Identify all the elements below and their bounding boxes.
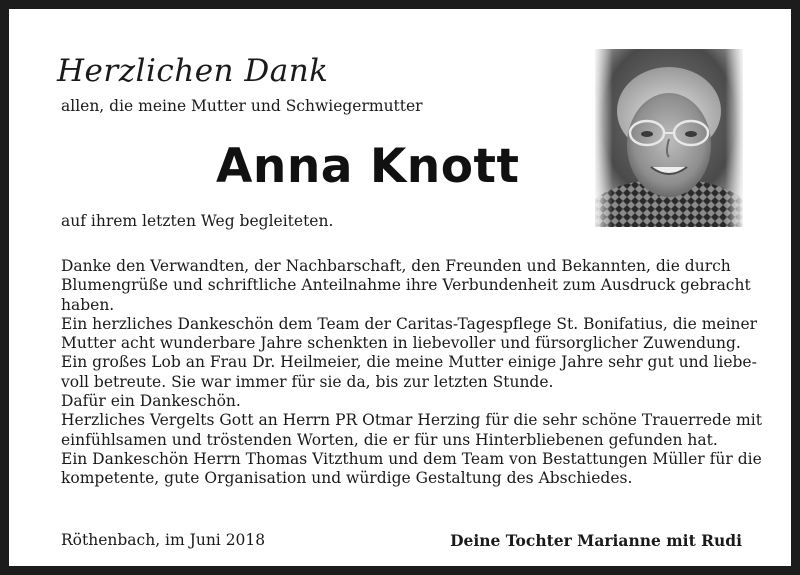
portrait-photo	[595, 49, 743, 227]
deceased-name: Anna Knott	[216, 139, 520, 194]
body-line: Ein großes Lob an Frau Dr. Heilmeier, die meine Mutter einige Jahre sehr gut und liebe-	[61, 353, 757, 372]
body-line: voll betreute. Sie war immer für sie da, bis zur letzten Stunde.	[61, 372, 554, 391]
place-date: Röthenbach, im Juni 2018	[61, 531, 266, 549]
body-line: Mutter acht wunderbare Jahre schenkten in liebevoller und fürsorglicher Zuwendung.	[61, 334, 741, 353]
body-line: Herzliches Vergelts Gott an Herrn PR Otmar Herzing für die sehr schöne Trauerrede mit	[61, 411, 762, 430]
body-line: Ein Dankeschön Herrn Thomas Vitzthum und dem Team von Bestattungen Müller für die	[61, 449, 762, 468]
body-line: haben.	[61, 295, 115, 314]
body-line: einfühlsamen und tröstenden Worten, die er für uns Hinterbliebenen gefunden hat.	[61, 430, 718, 449]
signature: Deine Tochter Marianne mit Rudi	[450, 531, 742, 550]
intro-text: allen, die meine Mutter und Schwiegermutter	[61, 97, 423, 115]
notice-heading: Herzlichen Dank	[57, 53, 329, 89]
thanks-body	[61, 257, 766, 489]
body-line: Dafür ein Dankeschön.	[61, 392, 241, 411]
subline-text: auf ihrem letzten Weg begleiteten.	[61, 212, 334, 230]
body-line: Blumengrüße und schriftliche Anteilnahme ihre Verbundenheit zum Ausdruck gebracht	[61, 276, 751, 295]
body-line: kompetente, gute Organisation und würdige Gestaltung des Abschiedes.	[61, 469, 633, 488]
body-line: Danke den Verwandten, der Nachbarschaft, den Freunden und Bekannten, die durch	[61, 257, 731, 275]
body-line: Ein herzliches Dankeschön dem Team der Caritas-Tagespflege St. Bonifatius, die meiner	[61, 314, 758, 333]
